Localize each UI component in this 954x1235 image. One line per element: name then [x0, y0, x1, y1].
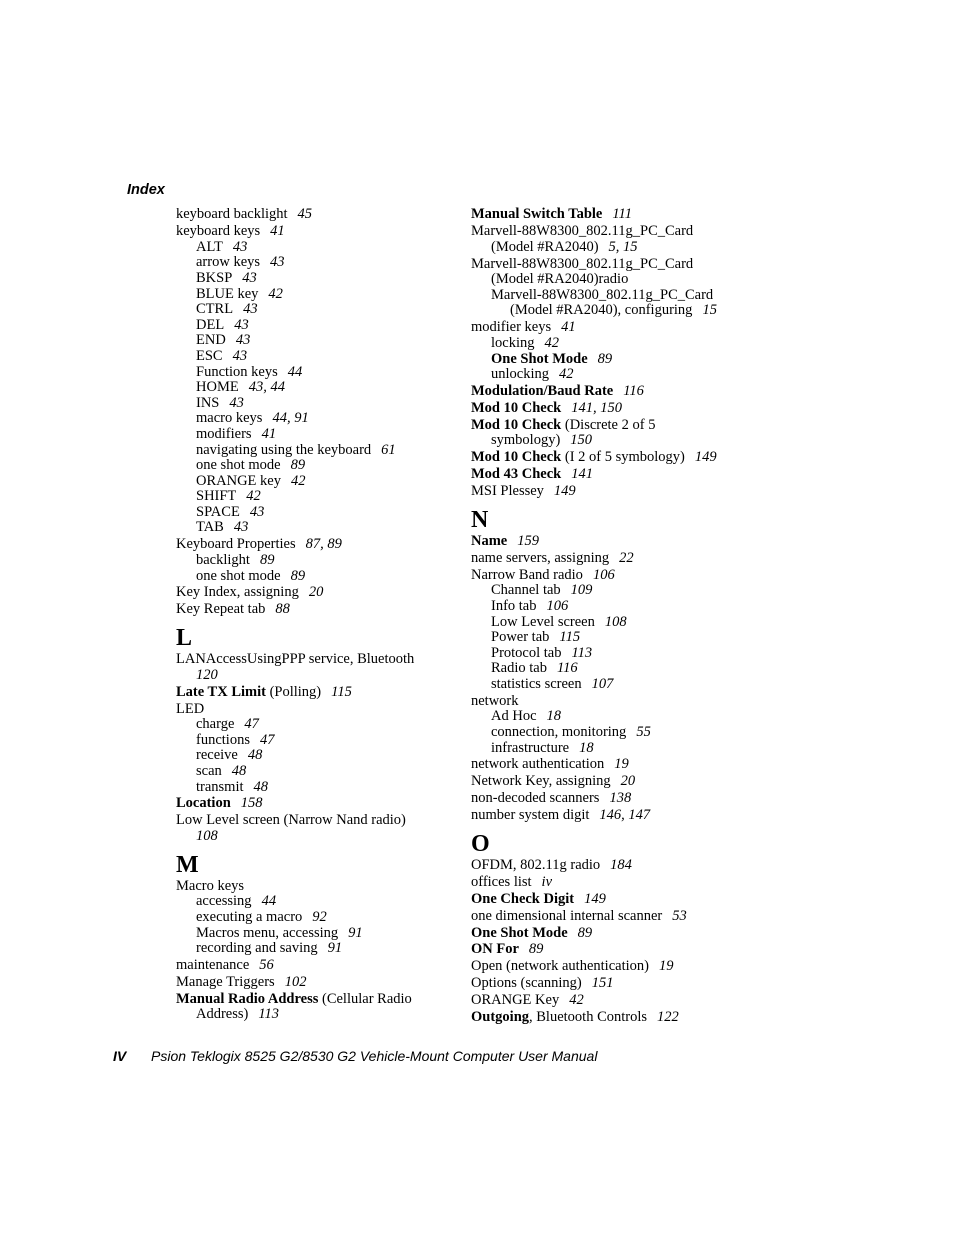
- index-entry: Low Level screen (Narrow Nand radio): [176, 812, 406, 829]
- index-subentry: SPACE 43: [196, 503, 265, 520]
- index-entry-continuation: (Model #RA2040)radio: [491, 271, 629, 288]
- index-entry: Key Index, assigning 20: [176, 584, 324, 601]
- index-entry: Manage Triggers 102: [176, 973, 307, 990]
- index-subentry: Marvell-88W8300_802.11g_PC_Card: [491, 286, 714, 303]
- index-entry: network: [471, 692, 519, 709]
- index-subentry: Macros menu, accessing 91: [196, 924, 363, 941]
- index-subentry: CTRL 43: [196, 301, 258, 318]
- index-subentry: Ad Hoc 18: [491, 708, 562, 725]
- index-entry: OFDM, 802.11g radio 184: [471, 857, 632, 874]
- index-subentry: Power tab 115: [491, 629, 581, 646]
- index-entry: Marvell-88W8300_802.11g_PC_Card: [471, 255, 694, 272]
- index-entry: Manual Radio Address (Cellular Radio: [176, 990, 412, 1007]
- index-entry: Modulation/Baud Rate 116: [471, 383, 644, 400]
- index-subentry: ALT 43: [196, 238, 248, 255]
- index-subentry: DEL 43: [196, 316, 249, 333]
- index-subentry: scan 48: [196, 762, 247, 779]
- index-subentry: Function keys 44: [196, 363, 303, 380]
- index-column-left: [176, 206, 446, 1023]
- index-entry: keyboard keys 41: [176, 223, 285, 240]
- index-entry: Open (network authentication) 19: [471, 958, 674, 975]
- index-letter-heading: M: [176, 851, 199, 878]
- index-entry: Key Repeat tab 88: [176, 601, 290, 618]
- index-entry: One Shot Mode 89: [471, 924, 593, 941]
- index-entry: Mod 10 Check (Discrete 2 of 5: [471, 416, 656, 433]
- index-subentry: one shot mode 89: [196, 457, 306, 474]
- index-entry: modifier keys 41: [471, 319, 576, 336]
- index-entry: Mod 10 Check 141, 150: [471, 399, 622, 416]
- index-subentry: Info tab 106: [491, 597, 569, 614]
- index-subentry: Protocol tab 113: [491, 644, 593, 661]
- index-entry: Narrow Band radio 106: [471, 566, 615, 583]
- index-entry: Outgoing, Bluetooth Controls 122: [471, 1009, 679, 1026]
- index-entry: Mod 10 Check (I 2 of 5 symbology) 149: [471, 449, 717, 466]
- index-subentry: charge 47: [196, 716, 259, 733]
- running-head-index: Index: [127, 182, 165, 198]
- index-letter-heading: O: [471, 830, 490, 857]
- index-entry: ON For 89: [471, 941, 544, 958]
- index-subentry: END 43: [196, 332, 251, 349]
- index-subentry: ORANGE key 42: [196, 472, 306, 489]
- index-subentry: recording and saving 91: [196, 940, 343, 957]
- index-subentry: arrow keys 43: [196, 254, 285, 271]
- index-subentry: receive 48: [196, 747, 263, 764]
- index-entry: Network Key, assigning 20: [471, 773, 636, 790]
- index-entry: number system digit 146, 147: [471, 807, 651, 824]
- index-subentry: HOME 43, 44: [196, 379, 285, 396]
- index-entry: Marvell-88W8300_802.11g_PC_Card: [471, 223, 694, 240]
- index-subentry: Radio tab 116: [491, 660, 578, 677]
- index-subentry: INS 43: [196, 394, 244, 411]
- index-subentry: locking 42: [491, 334, 559, 351]
- index-subentry: transmit 48: [196, 778, 269, 795]
- index-entry-continuation: Address) 113: [196, 1006, 280, 1023]
- index-entry: Options (scanning) 151: [471, 975, 614, 992]
- index-subentry: accessing 44: [196, 893, 277, 910]
- index-entry: ORANGE Key 42: [471, 992, 584, 1009]
- index-entry: MSI Plessey 149: [471, 483, 576, 500]
- footer-title: Psion Teklogix 8525 G2/8530 G2 Vehicle-Mount Computer User Manual: [151, 1048, 598, 1064]
- index-entry: One Check Digit 149: [471, 890, 606, 907]
- index-subentry: executing a macro 92: [196, 909, 327, 926]
- index-subentry: navigating using the keyboard 61: [196, 441, 396, 458]
- index-entry: maintenance 56: [176, 957, 274, 974]
- index-subentry: unlocking 42: [491, 366, 574, 383]
- page-number: IV: [113, 1048, 127, 1064]
- index-entry-continuation: 108: [196, 827, 218, 844]
- index-entry: name servers, assigning 22: [471, 549, 634, 566]
- index-subentry: SHIFT 42: [196, 488, 261, 505]
- index-entry: keyboard backlight 45: [176, 206, 313, 223]
- index-entry: Mod 43 Check 141: [471, 466, 593, 483]
- index-subentry: One Shot Mode 89: [491, 350, 613, 367]
- index-subentry: macro keys 44, 91: [196, 410, 309, 427]
- index-entry: Manual Switch Table 111: [471, 206, 632, 223]
- index-entry: offices list iv: [471, 873, 553, 890]
- index-entry-continuation: symbology) 150: [491, 432, 593, 449]
- index-subentry: BKSP 43: [196, 269, 257, 286]
- index-entry: LANAccessUsingPPP service, Bluetooth: [176, 651, 415, 668]
- index-subentry: infrastructure 18: [491, 739, 594, 756]
- index-entry: Macro keys: [176, 877, 245, 894]
- index-subentry: statistics screen 107: [491, 675, 614, 692]
- index-subentry: Channel tab 109: [491, 582, 593, 599]
- index-subentry: one shot mode 89: [196, 567, 306, 584]
- index-entry: Late TX Limit (Polling) 115: [176, 683, 352, 700]
- index-entry: non-decoded scanners 138: [471, 790, 632, 807]
- index-subentry: backlight 89: [196, 551, 275, 568]
- index-subentry: ESC 43: [196, 347, 248, 364]
- index-subentry: modifiers 41: [196, 425, 277, 442]
- index-entry: one dimensional internal scanner 53: [471, 907, 687, 924]
- index-subentry: TAB 43: [196, 519, 249, 536]
- index-entry: Name 159: [471, 532, 539, 549]
- index-subentry: connection, monitoring 55: [491, 723, 651, 740]
- index-subentry-continuation: (Model #RA2040), configuring 15: [510, 302, 717, 319]
- index-entry: LED: [176, 700, 205, 717]
- index-subentry: functions 47: [196, 731, 275, 748]
- index-subentry: Low Level screen 108: [491, 613, 627, 630]
- index-subentry: BLUE key 42: [196, 285, 283, 302]
- index-entry: network authentication 19: [471, 756, 629, 773]
- index-entry: Location 158: [176, 795, 263, 812]
- index-entry: Keyboard Properties 87, 89: [176, 536, 342, 553]
- index-letter-heading: N: [471, 506, 489, 533]
- index-entry-continuation: (Model #RA2040) 5, 15: [491, 238, 638, 255]
- index-entry-continuation: 120: [196, 666, 218, 683]
- index-letter-heading: L: [176, 624, 193, 651]
- index-column-right: [471, 206, 741, 1026]
